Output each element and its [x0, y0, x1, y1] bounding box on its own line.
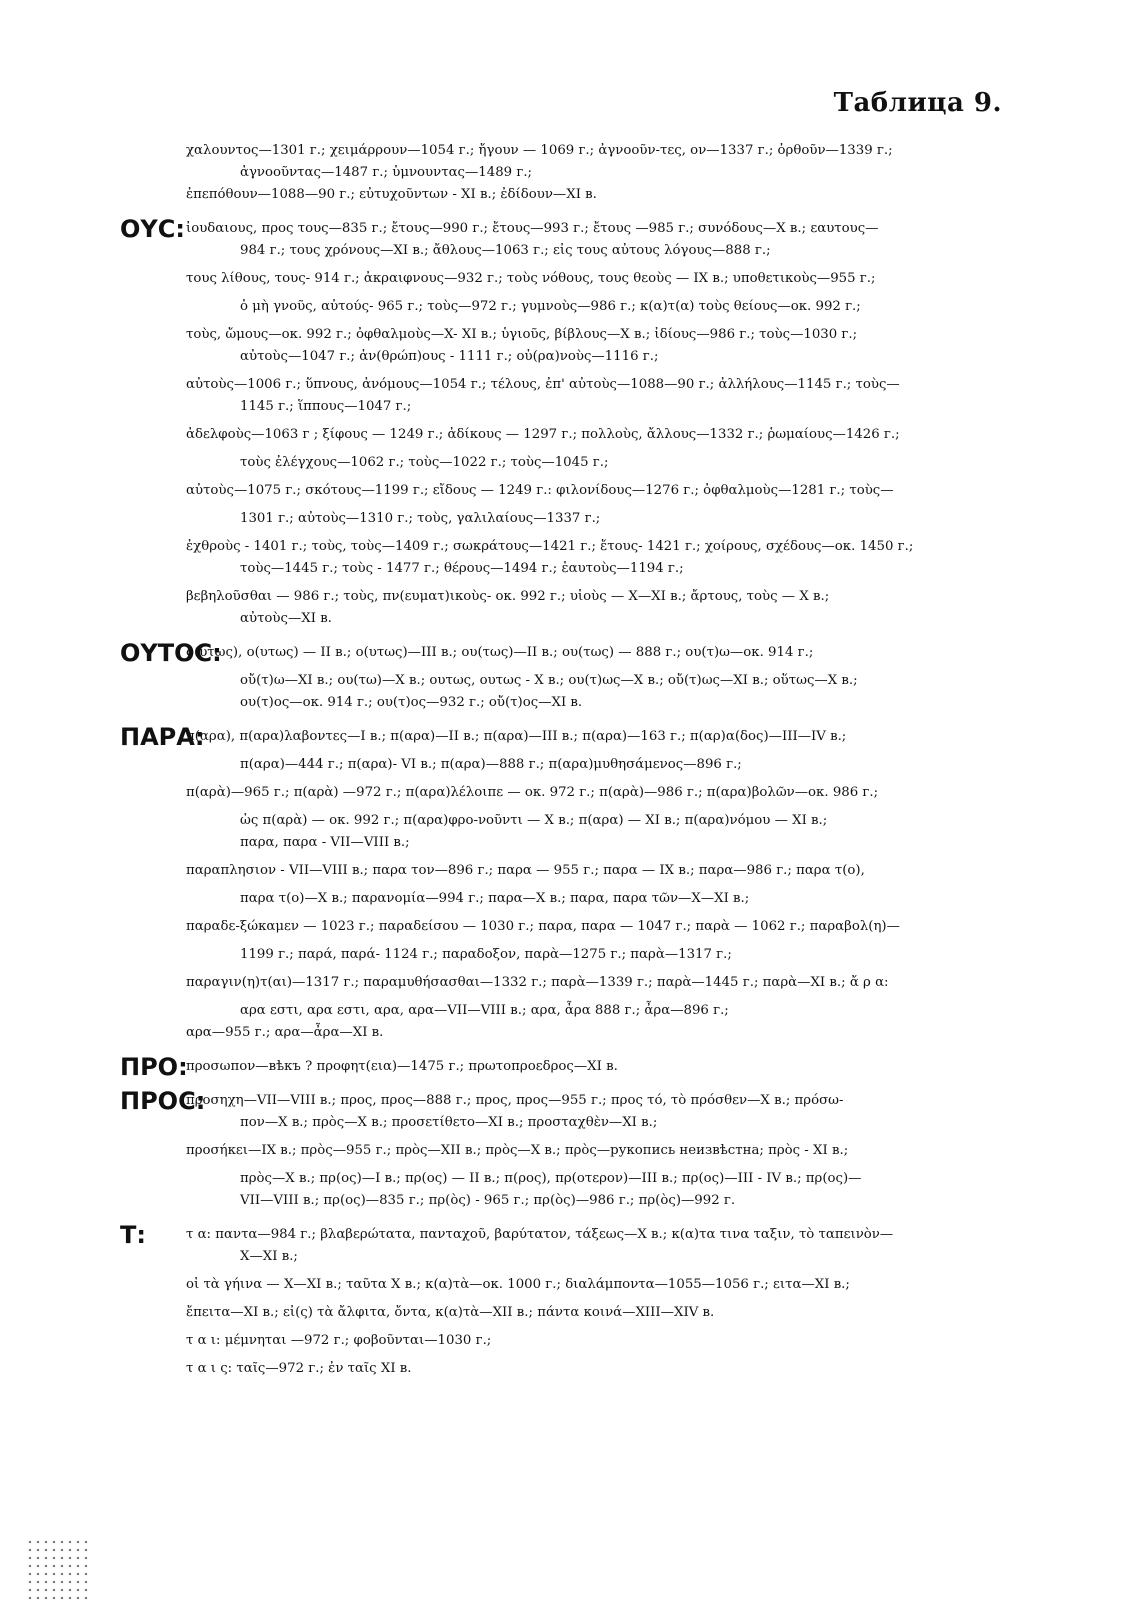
entry-head: ΠΑΡΑ: — [120, 723, 205, 751]
entry-lines — [186, 642, 1010, 714]
entry-lines — [186, 726, 1010, 1044]
entry-line: τους λίθους, τους- 914 г.; ἀκραιφνους—932 г.; τοὺς νόθους, τους θεοὺς — IX в.; υποθετικοὺς—955 г.; — [186, 271, 876, 286]
entry-lines — [186, 140, 1010, 206]
table-body — [120, 140, 1010, 1392]
entry-line: αὐτοὺς—1047 г.; ἀν(θρώπ)ους - 1111 г.; οὐ(ρα)νοὺς—1116 г.; — [240, 349, 659, 364]
entry-line: ὡς π(αρὰ) — ок. 992 г.; π(αρα)φρο-νοῦντι — X в.; π(αρα) — XI в.; π(αρα)νόμου — XI в.; — [240, 813, 828, 828]
entry-line: X—XI в.; — [240, 1249, 298, 1264]
entry-line: τ α ι ς: ταῖς—972 г.; ἐν ταῖς XI в. — [186, 1361, 412, 1376]
entry-line: ἀγνοοῦντας—1487 г.; ὑμνουντας—1489 г.; — [240, 165, 533, 180]
entry-line: τ α ι: μέμνηται —972 г.; φοβοῦνται—1030 г.; — [186, 1333, 492, 1348]
entry-pro — [120, 1053, 1010, 1081]
entry-t — [120, 1221, 1010, 1380]
entry-line: προσήκει—IX в.; πρὸς—955 г.; πρὸς—XII в.; πρὸς—X в.; πρὸς—рукопись неизвѣстна; πρὸς - XI в.; — [186, 1143, 849, 1158]
entry-line: αρα εστι, αρα εστι, αρα, αρα—VII—VIII в.; αρα, ἆρα 888 г.; ἆρα—896 г.; — [240, 1003, 729, 1018]
entry-line: ου(τ)ος—ок. 914 г.; ου(τ)ος—932 г.; οὔ(τ)ος—XI в. — [240, 695, 583, 710]
entry-line: αρα—955 г.; αρα—ἆρα—XI в. — [186, 1025, 384, 1040]
corner-dot-pattern — [26, 1538, 88, 1600]
entry-line: τοὺς—1445 г.; τοὺς - 1477 г.; θέρους—1494 г.; ἑαυτοὺς—1194 г.; — [240, 561, 684, 576]
entry-line: παραδε-ξώκαμεν — 1023 г.; παραδείσου — 1030 г.; παρα, παρα — 1047 г.; παρὰ — 1062 г.; παραβολ(η)— — [186, 919, 900, 934]
entry-line: χαλουντος—1301 г.; χειμάρρουν—1054 г.; ἤγουν — 1069 г.; ἀγνοοῦν-τες, ον—1337 г.; ὀρθοῦν—1339 г.; — [186, 143, 893, 158]
entry-line: αὐτοὺς—1006 г.; ὕπνους, ἀνόμους—1054 г.; τέλους, ἐπ' αὐτοὺς—1088—90 г.; ἀλλήλους—1145 г.; τοὺς— — [186, 377, 900, 392]
entry-lines — [186, 218, 1010, 630]
page-title: Таблица 9. — [833, 88, 1002, 118]
entry-line: παρα τ(ο)—X в.; παρανομία—994 г.; παρα—X в.; παρα, παρα τῶν—X—XI в.; — [240, 891, 750, 906]
entry-lines — [186, 1056, 1010, 1078]
entry-line: π(αρα), π(αρα)λαβοντες—I в.; π(αρα)—II в.; π(αρα)—III в.; π(αρα)—163 г.; π(αρ)α(δος)—III—IV в.; — [186, 729, 847, 744]
entry-lines — [186, 1090, 1010, 1212]
entry-para — [120, 723, 1010, 1044]
entry-line: ἀδελφοὺς—1063 г ; ξίφους — 1249 г.; ἀδίκους — 1297 г.; πολλοὺς, ἄλλους—1332 г.; ῥωμαίους—1426 г.; — [186, 427, 900, 442]
entry-line: VII—VIII в.; πρ(ος)—835 г.; πρ(ὸς) - 965 г.; πρ(ὸς)—986 г.; πρ(ὸς)—992 г. — [240, 1193, 736, 1208]
entry-line: προσωπον—вѣкъ ? προφητ(εια)—1475 г.; πρωτοπροεδρος—XI в. — [186, 1059, 618, 1074]
entry-line: τοὺς ἐλέγχους—1062 г.; τοὺς—1022 г.; τοὺς—1045 г.; — [240, 455, 609, 470]
entry-line: ο(υτως), ο(υτως) — II в.; ο(υτως)—III в.; ου(τως)—II в.; ου(τως) — 888 г.; ου(τ)ω—ок. 914 г.; — [186, 645, 814, 660]
entry-line: τ α: παντα—984 г.; βλαβερώτατα, πανταχοῦ, βαρύτατον, τάξεως—X в.; κ(α)τα τινα ταξιν, τὸ ταπεινὸν— — [186, 1227, 894, 1242]
entry-line: ὁ μὴ γνοῦς, αὐτούς- 965 г.; τοὺς—972 г.; γυμνοὺς—986 г.; κ(α)τ(α) τοὺς θείους—ок. 992 г.; — [240, 299, 861, 314]
entry-line: 1199 г.; παρά, παρά- 1124 г.; παραδοξον, παρὰ—1275 г.; παρὰ—1317 г.; — [240, 947, 732, 962]
entry-line: 984 г.; τους χρόνους—XI в.; ἄθλους—1063 г.; εἰς τους αὐτους λόγους—888 г.; — [240, 243, 771, 258]
entry-head: ΟΥΤΟϹ: — [120, 639, 222, 667]
entry-head: ΠΡΟ: — [120, 1053, 188, 1081]
entry-line: π(αρα)—444 г.; π(αρα)- VI в.; π(αρα)—888 г.; π(αρα)μυθησάμενος—896 г.; — [240, 757, 742, 772]
entry-pros — [120, 1087, 1010, 1212]
entry-head: Τ: — [120, 1221, 146, 1249]
entry-ous — [120, 215, 1010, 630]
entry-line: προσηχη—VII—VIII в.; προς, προς—888 г.; προς, προς—955 г.; προς τό, τὸ πρόσθεν—X в.; πρόσω- — [186, 1093, 844, 1108]
entry-line: πρὸς—X в.; πρ(ος)—I в.; πρ(ος) — II в.; π(ρος), πρ(οτερον)—III в.; πρ(ος)—III - IV в.; πρ(ος)— — [240, 1171, 862, 1186]
entry-line: αὐτοὺς—1075 г.; σκότους—1199 г.; εἴδους — 1249 г.: φιλονίδους—1276 г.; ὀφθαλμοὺς—1281 г.; τοὺς— — [186, 483, 894, 498]
entry-line: ἐπεπόθουν—1088—90 г.; εὐτυχοῦντων - XI в.; ἐδίδουν—XI в. — [186, 187, 597, 202]
entry-outos — [120, 639, 1010, 714]
entry-line: ἔπειτα—XI в.; εἰ(ς) τὰ ἄλφιτα, ὄντα, κ(α)τὰ—XII в.; πάντα κοινά—XIII—XIV в. — [186, 1305, 715, 1320]
entry-line: 1145 г.; ἵππους—1047 г.; — [240, 399, 412, 414]
entry-line: 1301 г.; αὐτοὺς—1310 г.; τοὺς, γαλιλαίους—1337 г.; — [240, 511, 601, 526]
entry-line: παραγιν(η)τ(αι)—1317 г.; παραμυθήσασθαι—1332 г.; παρὰ—1339 г.; παρὰ—1445 г.; παρὰ—XI в.; ἄ ρ α: — [186, 975, 889, 990]
entry-line: οἱ τὰ γήινα — X—XI в.; ταῦτα X в.; κ(α)τὰ—ок. 1000 г.; διαλάμποντα—1055—1056 г.; ειτα—XI в.; — [186, 1277, 850, 1292]
entry-line: τοὺς, ὤμους—ок. 992 г.; ὀφθαλμοὺς—X- XI в.; ὑγιοῦς, βίβλους—X в.; ἰδίους—986 г.; τοὺς—1030 г.; — [186, 327, 858, 342]
entry-line: βεβηλοῦσθαι — 986 г.; τοὺς, πν(ευματ)ικοὺς- ок. 992 г.; υἱοὺς — X—XI в.; ἄρτους, τοὺς — X в.; — [186, 589, 830, 604]
entry-line: ἐχθροὺς - 1401 г.; τοὺς, τοὺς—1409 г.; σωκράτους—1421 г.; ἔτους- 1421 г.; χοίρους, σχέδους—ок. 1450 г.; — [186, 539, 914, 554]
entry-line: οὔ(τ)ω—XI в.; ου(τω)—X в.; ουτως, ουτως - X в.; ου(τ)ως—X в.; οὔ(τ)ως—XI в.; οὕτως—X в.; — [240, 673, 858, 688]
entry-line: πον—X в.; πρὸς—X в.; προσετίθετο—XI в.; προσταχθὲν—XI в.; — [240, 1115, 658, 1130]
entry-head: ΟΥϹ: — [120, 215, 185, 243]
entry-line: π(αρὰ)—965 г.; π(αρὰ) —972 г.; π(αρα)λέλοιπε — ок. 972 г.; π(αρὰ)—986 г.; π(αρα)βολῶν—ок. 986 г.; — [186, 785, 879, 800]
entry-oun-continuation — [170, 140, 1010, 206]
entry-lines — [186, 1224, 1010, 1380]
entry-line: παραπλησιον - VII—VIII в.; παρα τον—896 г.; παρα — 955 г.; παρα — IX в.; παρα—986 г.; παρα τ(ο), — [186, 863, 865, 878]
entry-line: παρα, παρα - VII—VIII в.; — [240, 835, 410, 850]
entry-line: ἰουδαιους, προς τους—835 г.; ἔτους—990 г.; ἔτους—993 г.; ἔτους —985 г.; συνόδους—X в.; εαυτους— — [186, 221, 879, 236]
entry-line: αὐτοὺς—XI в. — [240, 611, 332, 626]
entry-head: ΠΡΟϹ: — [120, 1087, 206, 1115]
